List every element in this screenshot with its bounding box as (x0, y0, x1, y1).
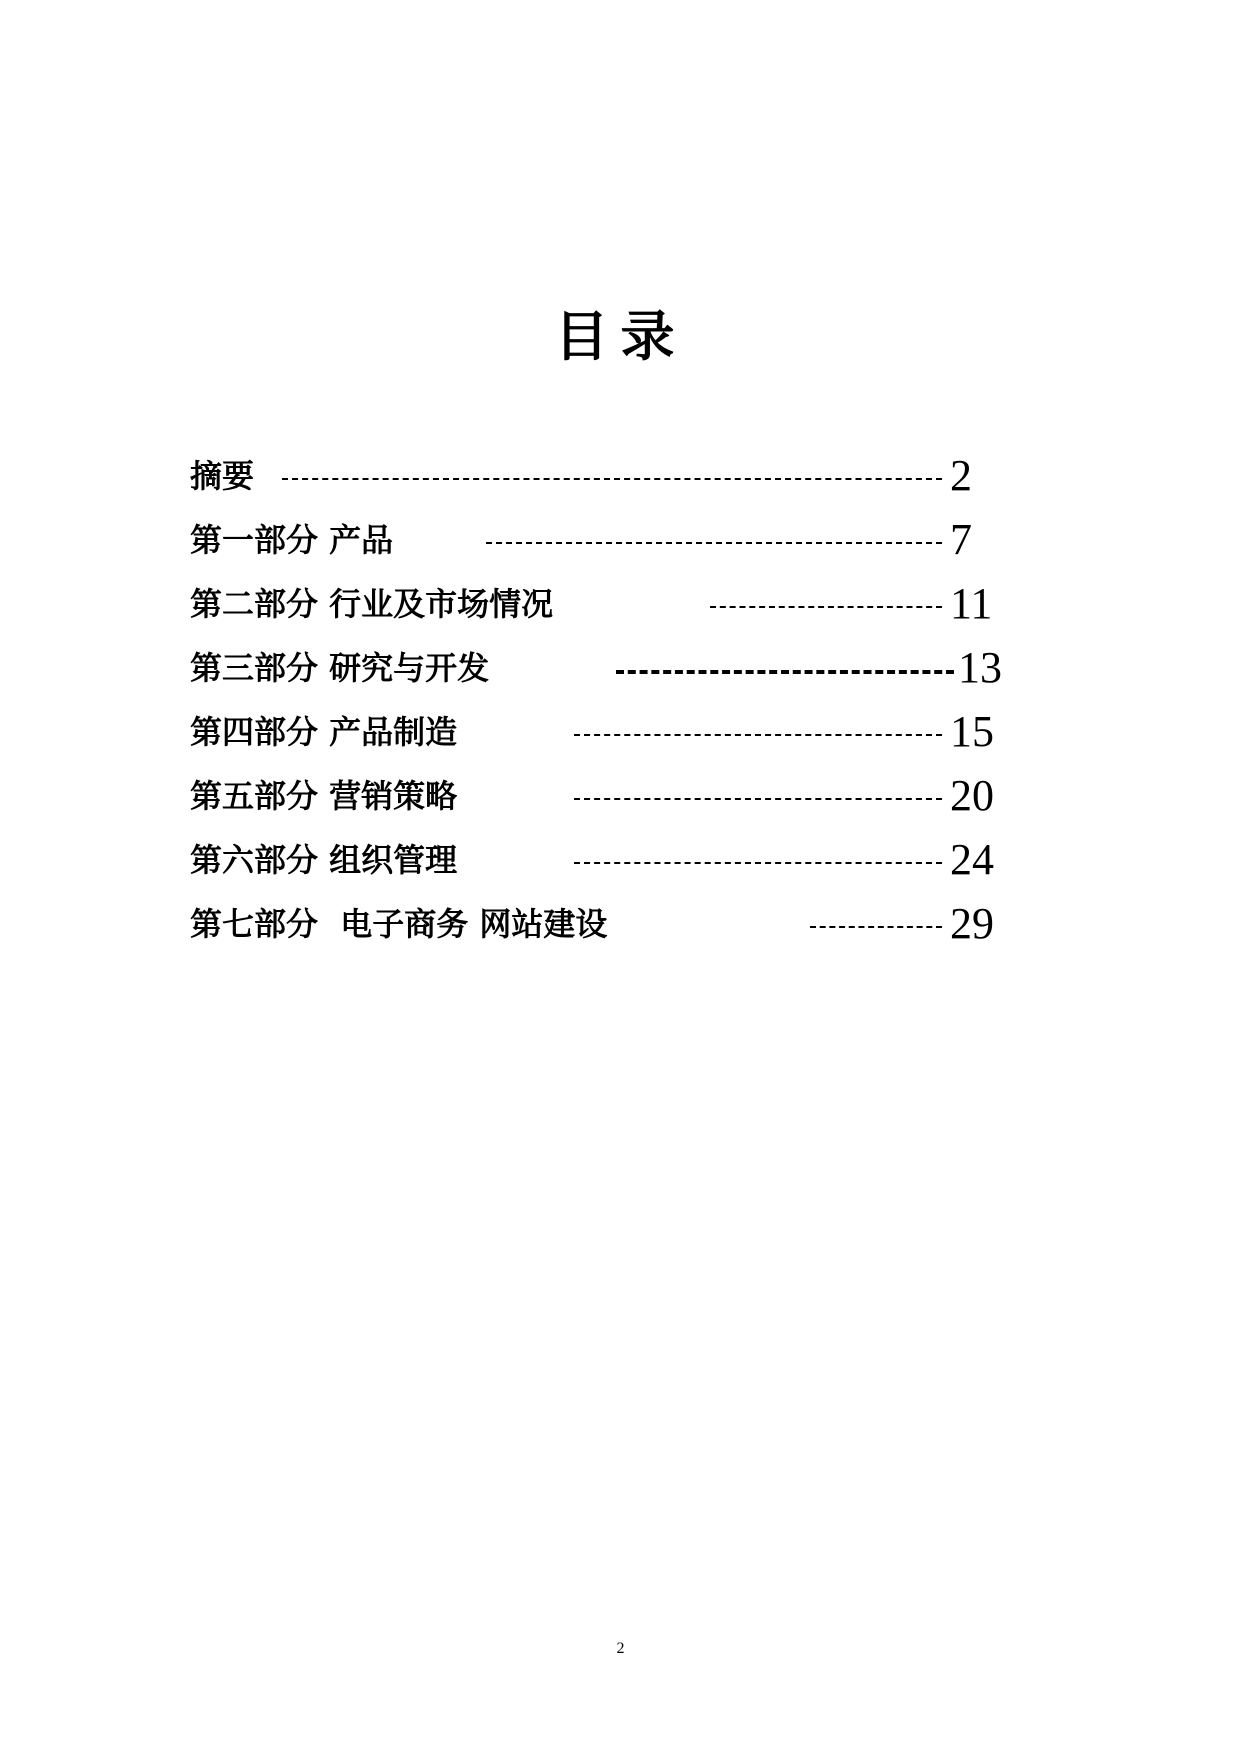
toc-entry-part-2 (190, 576, 1030, 626)
toc-leader-dots (574, 734, 942, 736)
toc-entry-part-7 (190, 896, 1030, 946)
toc-entry-label: 第二部分 行业及市场情况 (190, 585, 554, 623)
toc-leader-dots (710, 606, 942, 608)
toc-leader-dots (574, 862, 942, 864)
toc-entry-page: 29 (950, 899, 994, 948)
toc-leader-dots (810, 926, 942, 928)
toc-entry-part-4 (190, 704, 1030, 754)
toc-entry-page: 15 (950, 707, 994, 756)
toc-entry-label: 摘要 (190, 457, 255, 495)
toc-leader-dots (282, 478, 942, 480)
toc-entry-part-3 (190, 640, 1050, 690)
toc-entry-page: 2 (950, 451, 972, 500)
toc-entry-part-5 (190, 768, 1030, 818)
toc-entry-label: 第五部分 营销策略 (190, 777, 458, 815)
toc-leader-dots (616, 670, 954, 674)
toc-entry-page: 24 (950, 835, 994, 884)
toc-entry-abstract (190, 448, 1030, 498)
toc-title: 目录 (554, 305, 687, 368)
toc-entry-label: 第七部分 电子商务 网站建设 (190, 905, 608, 943)
toc-entry-page: 13 (958, 643, 1002, 692)
toc-entry-part-6 (190, 832, 1030, 882)
toc-entry-label: 第一部分 产品 (190, 521, 394, 559)
toc-entry-label: 第三部分 研究与开发 (190, 649, 490, 687)
toc-entry-page: 11 (950, 579, 993, 628)
toc-entry-page: 7 (950, 515, 972, 564)
page-number: 2 (616, 1640, 625, 1657)
toc-leader-dots (574, 798, 942, 800)
toc-entry-part-1 (190, 512, 1030, 562)
toc-leader-dots (486, 542, 942, 544)
toc-entry-label: 第六部分 组织管理 (190, 841, 458, 879)
toc-entry-label: 第四部分 产品制造 (190, 713, 458, 751)
toc-entry-page: 20 (950, 771, 994, 820)
